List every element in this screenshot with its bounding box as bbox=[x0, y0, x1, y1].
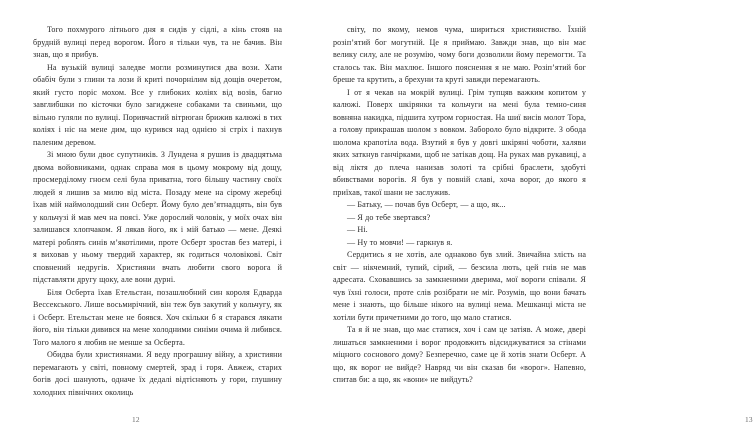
paragraph: Того похмурого літнього дня я сидів у сідлі, а кінь стояв на брудній вулиці перед ворогом. Його я тільки чув, та не бачив. Він знав, що я прибув. bbox=[33, 25, 282, 60]
page-number-left: 12 bbox=[132, 415, 140, 424]
dialogue-line: — Ну то мовчи! — гаркнув я. bbox=[347, 237, 453, 247]
dialogue-line: — Я до тебе звертався? bbox=[347, 212, 431, 222]
page-right-body bbox=[333, 24, 586, 387]
page-left-body bbox=[33, 24, 282, 399]
dialogue-line: — Батьку, — почав був Осберт, — а що, як... bbox=[347, 200, 506, 210]
paragraph: Біля Осберта їхав Етельстан, позашлюбний син короля Едварда Вессекського. Лише восьмирічний, він теж був закутий у кольчугу, як і Осберт. Етельстан мене не боявся. Хоч скільки б я старався лякати його, він тільки дивився на мене холодними синіми очима й либився. Того малого я любив не менше за Осберта. bbox=[33, 287, 282, 347]
paragraph: Обидва були християнами. Я веду програшну війну, а християни перемагають у світі, повному смертей, зрад і горя. Авжеж, старих богів досі шанують, одначе їх дедалі відтісняють у гори, глушину холодних північних околиць bbox=[33, 350, 282, 397]
paragraph: На вузькій вулиці заледве могли розминутися два вози. Хати обабіч були з глини та лози й криті почорнілим від дощів очеретом, який густо поріс мохом. Все у глибоких коліях від возів, багно завглибшки по кісточки було загиджене собаками та свиньми, що вільно гуляли по вулиці. Поривчастий вітрюган брижив калюжі в тих коліях і ніс на мене дим, що курився над однією зі стріх і пахнув паленим деревом. bbox=[33, 62, 282, 147]
page-number-right: 13 bbox=[745, 415, 753, 424]
paragraph: Зі мною були двоє супутників. З Лундена я рушив із двадцятьма двома войовниками, однак справа моя в цьому мокрому від дощу, просмерділому гноєм селі була приватна, того більшу частину своїх людей я лишив за милю від міста. Позаду мене на сірому жеребці їхав мій наймолодший син Осберт. Йому було дев’ятнадцять, він був у кольчузі й мав меч на поясі. Уже дорослий чоловік, у моїх очах він залишався хлопчаком. Я лякав його, як і мій батько — мене. Деякі матері роблять синів м’якотілими, проте Осберт зростав без матері, і я виховав у ньому твердий характер, як годиться чоловікові. Світ сповнений недругів. Християни вчать любити свого ворога й підставляти другу щоку, але вони дурні. bbox=[33, 150, 282, 285]
page-left bbox=[0, 0, 300, 441]
dialogue-line: — Ні. bbox=[347, 225, 368, 235]
paragraph: І от я чекав на мокрій вулиці. Грім тупцяв важким копитом у калюжі. Поверх шкірянки та кольчуги на мені була темно-синя вовняна накидка, підшита хутром горностая. На шиї висів молот Тора, а голову прикрашав шолом з вовком. Забороло було відкрите. З обода шолома крапотіла вода. Взутий я був у довгі шкіряні чоботи, халяви яких заткнув ганчірками, щоб не затікав дощ. На руках мав рукавиці, а від ліктя до плеча нанизав золоті та срібні браслети, здобуті вбивствами ворогів. Я був у повній славі, хоча ворог, до якого я приїхав, такої шани не заслужив. bbox=[333, 87, 586, 197]
page-right bbox=[300, 0, 753, 441]
paragraph: Та я й не знав, що має статися, хоч і сам це затіяв. А може, двері лишаться замкненими і ворог продовжить відсиджуватися за стінами міцного соснового дому? Безперечно, саме це й хотів знати Осберт. А що, як ворог не вийде? Навряд чи він сказав би «ворог». Напевно, спитав би: а що, як «вони» не вийдуть? bbox=[333, 325, 586, 385]
paragraph: Сердитись я не хотів, але однаково був злий. Звичайна злість на світ — нікчемний, тупий, сірий, — безсила лють, цей гнів не мав адресата. Сховавшись за замкненими дверима, мої вороги співали. Я чув їхні голоси, проте слів розібрати не міг. Розумів, що вони бачать мене і знають, що більше нікого на вулиці нема. Мешканці міста не хотіли бути причетними до того, що мало статися. bbox=[333, 250, 586, 322]
paragraph: світу, по якому, немов чума, шириться християнство. Їхній розіп’ятий бог могутній. Це я приймаю. Завжди знав, що він має велику силу, але не розумію, чому боги дозволили йому перемогти. Та сталось так. Він махлює. Іншого пояснення я не маю. Розіп’ятий бог бреше та крутить, а брехуни та круті завжди перемагають. bbox=[333, 25, 586, 85]
